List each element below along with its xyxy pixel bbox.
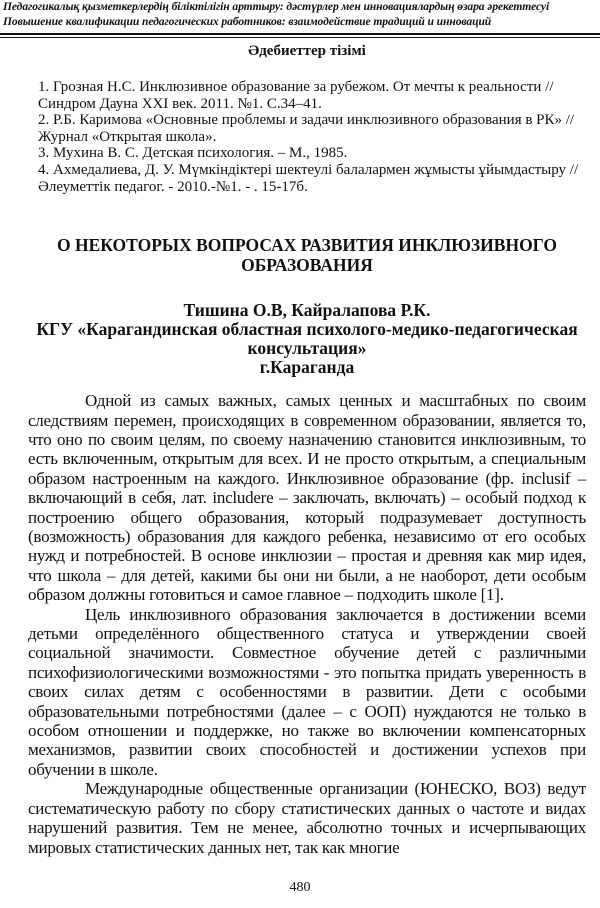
running-header-line-1: Педагогикалық қызметкерлердің біліктілігін арттыру: дәстүрлер мен инновациялардың өзара әрекеттесуі <box>3 0 550 13</box>
reference-item: 1. Грозная Н.С. Инклюзивное образование за рубежом. От мечты к реальности // Синдром Дауна XXI век. 2011. №1. С.34–41. <box>38 79 554 112</box>
reference-item: 2. Р.Б. Каримова «Основные проблемы и задачи инклюзивного образования в РК» // Журнал «Открытая школа». <box>38 112 575 145</box>
running-header-line-2: Повышение квалификации педагогических работников: взаимодействие традиций и инноваций <box>3 14 492 28</box>
header-divider-thick <box>0 33 600 35</box>
article-authors: Тишина О.В, Кайралапова Р.К. <box>183 300 431 321</box>
article-affiliation: КГУ «Карагандинская областная психолого-медико-педагогическая консультация» <box>36 319 578 359</box>
article-body <box>28 391 586 857</box>
body-paragraph: Международные общественные организации (ЮНЕСКО, ВОЗ) ведут систематическую работу по сбору статистических данных о частоте и видах нарушений развития. Тем не менее, абсолютно точных и исчерпывающих мировых статистических данных нет, так как многие <box>28 779 586 857</box>
references-list <box>28 79 586 195</box>
article-title: О НЕКОТОРЫХ ВОПРОСАХ РАЗВИТИЯ ИНКЛЮЗИВНОГО ОБРАЗОВАНИЯ <box>57 235 557 276</box>
header-divider-thin <box>0 37 600 38</box>
reference-item: 4. Ахмедалиева, Д. У. Мүмкіндіктері шектеулі балалармен жұмысты ұйымдастыру // Әлеуметтік педагог. - 2010.-№1. - . 15-17б. <box>38 161 579 195</box>
article-city: г.Караганда <box>259 357 355 378</box>
body-paragraph: Цель инклюзивного образования заключается в достижении всеми детьми определённого общественного статуса и утверждении своей социальной значимости. Совместное обучение детей с различными психофизиологическими возможностями - это попытка придать уверенность в своих силах детям с особенностями в развитии. Дети с особыми образовательными потребностями (далее – с ООП) нуждаются не только в особом отношении и поддержке, но также во включении компенсаторных механизмов, развитии своих способностей и достижении успехов при обучении в школе. <box>28 604 586 779</box>
references-heading: Әдебиеттер тізімі <box>248 43 366 59</box>
body-paragraph: Одной из самых важных, самых ценных и масштабных по своим следствиям перемен, происходящих в современном образовании, является то, что оно по своим целям, по своему назначению становится инклюзивным, то есть включенным, открытым для всех. И не просто открытым, а специальным образом настроенным на каждого. Инклюзивное образование (фр. inclusif – включающий в себя, лат. includere – заключать, включать) – особый подход к построению общего образования, который подразумевает доступность (возможность) образования для каждого ребенка, независимо от его особых нужд и потребностей. В основе инклюзии – простая и древняя как мир идея, что школа – для детей, какими бы они ни были, а не наоборот, дети особым образом должны готовиться и самое главное – подходить школе [1]. <box>28 391 586 605</box>
reference-item: 3. Мухина В. С. Детская психология. – М., 1985. <box>38 145 348 162</box>
running-header <box>0 0 600 36</box>
page-content <box>28 41 586 857</box>
page-number: 480 <box>289 880 311 895</box>
